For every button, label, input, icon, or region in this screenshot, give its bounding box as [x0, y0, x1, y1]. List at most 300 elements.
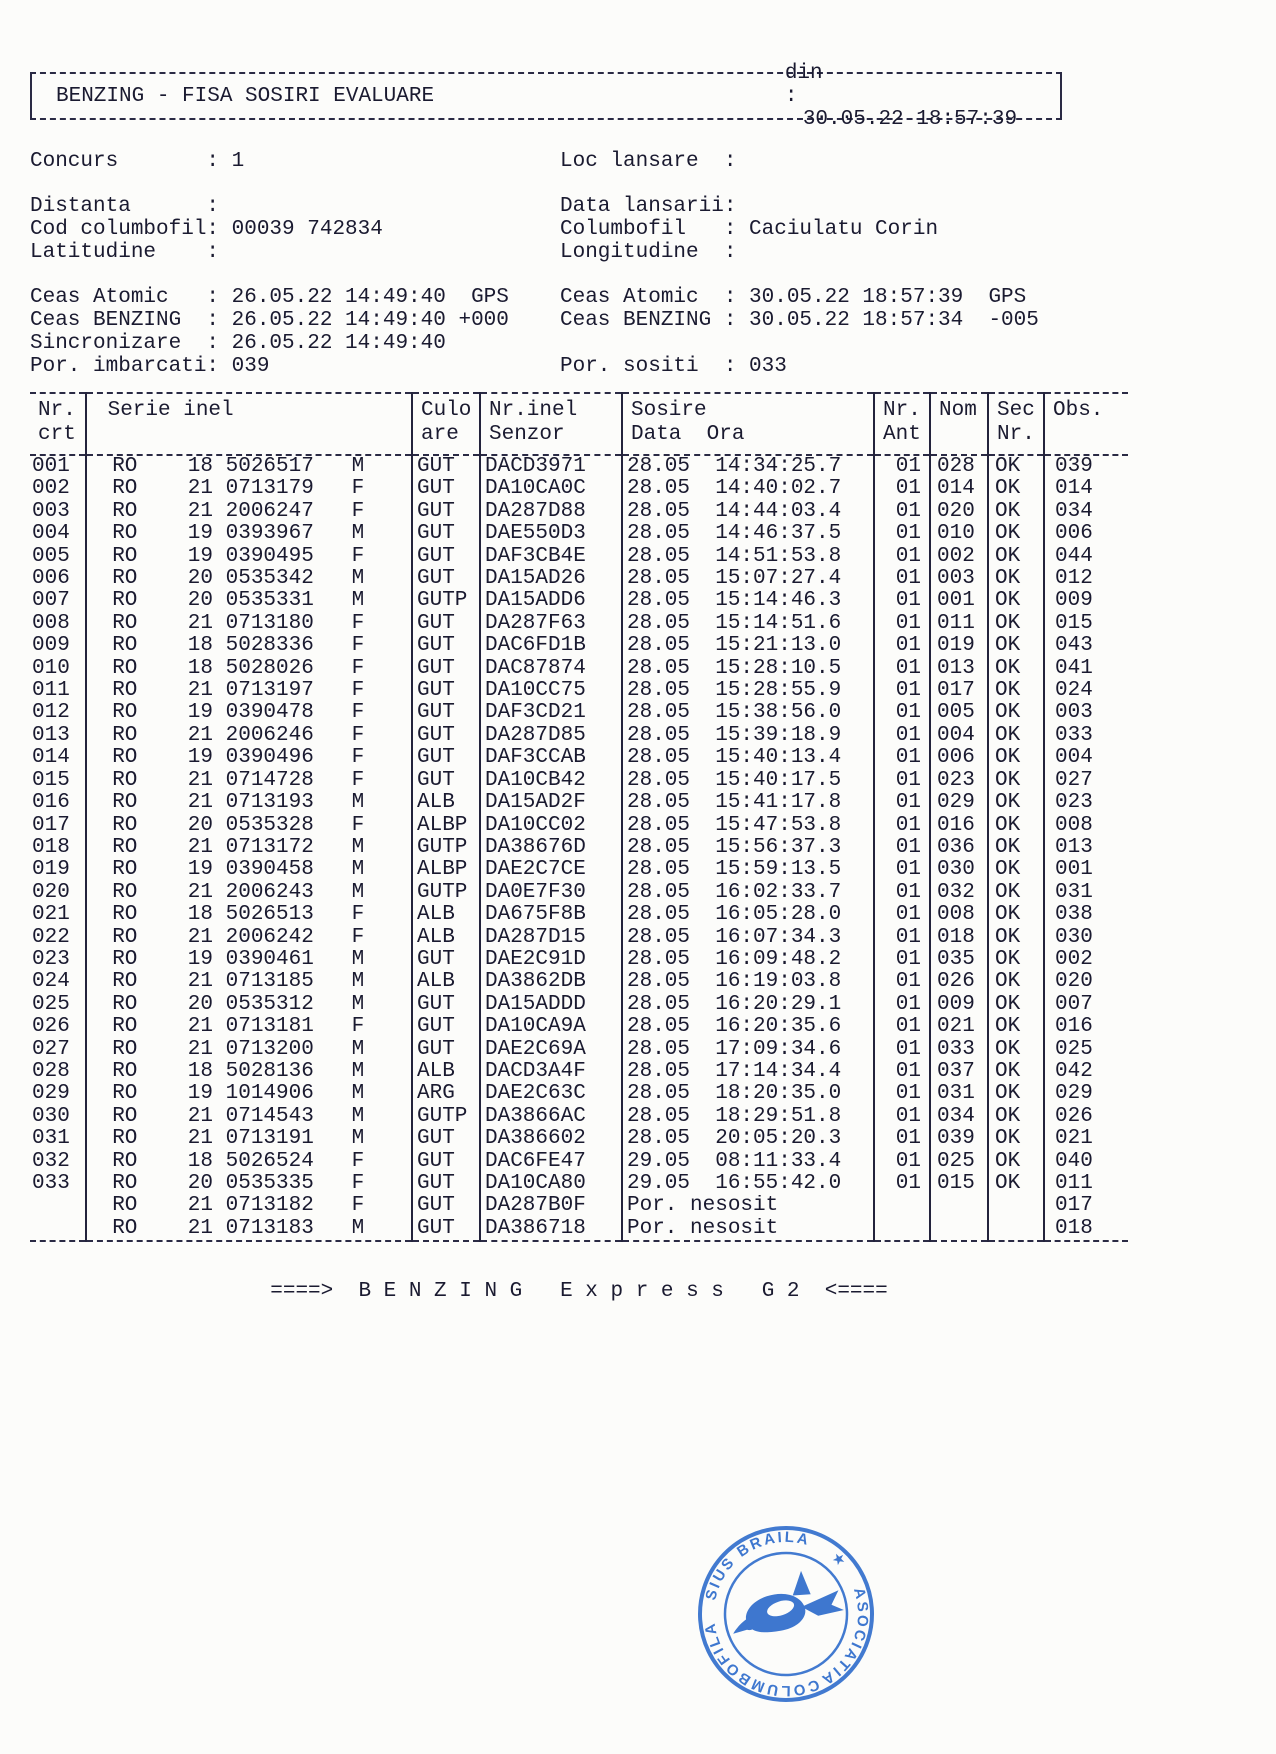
cell-culo: GUT — [412, 725, 480, 747]
cell-sec: OK — [988, 904, 1044, 926]
cell-serie-inel — [86, 792, 412, 814]
cell-senzor: DA38676D — [480, 837, 622, 859]
info-label: Distanta — [30, 195, 131, 218]
cell-obs: 038 — [1055, 904, 1093, 927]
pigeon-sex: F — [351, 500, 365, 523]
pigeon-sex: M — [351, 948, 365, 971]
info-label: Longitudine — [560, 241, 699, 264]
cell-serie-inel — [86, 1151, 412, 1173]
cell-serie-inel — [86, 613, 412, 635]
info-field — [30, 218, 560, 241]
cell-culo: GUT — [412, 455, 480, 478]
ring-year: 21 — [187, 1128, 214, 1151]
cell-sosire — [622, 590, 874, 612]
cell-nr: 029 — [30, 1083, 86, 1105]
pigeon-sex: M — [351, 1217, 365, 1240]
cell-ant: 01 — [874, 792, 930, 814]
cell-obs: 034 — [1055, 500, 1093, 523]
arrival-date: 28.05 — [627, 523, 691, 546]
ring-year: 20 — [187, 590, 214, 613]
arrival-status: Por. nesosit — [627, 1195, 779, 1218]
cell-serie-inel — [86, 971, 412, 993]
cell-ant: 01 — [874, 1083, 930, 1105]
col-header-culo — [412, 393, 480, 455]
arrival-time: 17:09:34.6 — [715, 1038, 842, 1061]
ring-year: 21 — [187, 1038, 214, 1061]
cell-sec: OK — [988, 635, 1044, 657]
info-field — [30, 332, 560, 355]
ring-year: 21 — [187, 724, 214, 747]
arrival-time: 16:02:33.7 — [715, 881, 842, 904]
table-row — [30, 546, 1128, 568]
cell-obs: 012 — [1055, 568, 1093, 591]
cell-sosire — [622, 635, 874, 657]
col-header-line1: Nr. — [38, 399, 76, 422]
cell-obs: 040 — [1055, 1150, 1093, 1173]
arrival-status: Por. nesosit — [627, 1217, 779, 1240]
cell-ant: 01 — [874, 635, 930, 657]
cell-obs: 026 — [1055, 1105, 1093, 1128]
cell-ant: 01 — [874, 747, 930, 769]
cell-senzor: DA386602 — [480, 1128, 622, 1150]
arrival-time: 15:40:13.4 — [715, 747, 842, 770]
info-field — [560, 309, 1160, 332]
header-inner — [32, 61, 1060, 131]
info-colon: : — [723, 218, 737, 241]
ring-number: 2006243 — [225, 881, 314, 904]
pigeon-sex: M — [351, 792, 365, 815]
ring-number: 1014906 — [225, 1083, 314, 1106]
din-value: 30.05.22 18:57:39 — [802, 107, 1018, 131]
cell-sosire — [622, 949, 874, 971]
cell-ant — [874, 1218, 930, 1241]
info-label: Loc lansare — [560, 150, 699, 173]
ring-year: 21 — [187, 500, 214, 523]
page-title: BENZING - FISA SOSIRI EVALUARE — [56, 84, 435, 108]
cell-ant: 01 — [874, 523, 930, 545]
cell-ant: 01 — [874, 770, 930, 792]
cell-serie-inel — [86, 1061, 412, 1083]
table-row — [30, 904, 1128, 926]
arrival-date: 28.05 — [627, 881, 691, 904]
cell-nom: 035 — [930, 949, 988, 971]
cell-ant: 01 — [874, 478, 930, 500]
arrival-time: 15:38:56.0 — [715, 702, 842, 725]
cell-senzor: DAC6FE47 — [480, 1151, 622, 1173]
ring-country: RO — [112, 971, 138, 994]
cell-obs: 009 — [1055, 590, 1093, 613]
info-label: Ceas BENZING — [30, 309, 182, 332]
col-header-serie — [86, 393, 412, 455]
table-row — [30, 613, 1128, 635]
col-header-line1: Sosire — [631, 399, 707, 422]
cell-obs: 001 — [1055, 859, 1093, 882]
cell-nr: 030 — [30, 1106, 86, 1128]
arrival-date: 28.05 — [627, 747, 691, 770]
cell-sosire — [622, 1061, 874, 1083]
arrival-time: 14:34:25.7 — [715, 455, 842, 478]
cell-obs: 006 — [1055, 523, 1093, 546]
pigeon-sex: M — [351, 568, 365, 591]
col-header-ant — [874, 393, 930, 455]
ring-number: 0535335 — [225, 1173, 314, 1195]
table-row — [30, 971, 1128, 993]
col-header-nr — [30, 393, 86, 455]
cell-senzor: DACD3A4F — [480, 1061, 622, 1083]
cell-nom: 019 — [930, 635, 988, 657]
arrival-date: 29.05 — [627, 1173, 691, 1195]
cell-serie-inel — [86, 1083, 412, 1105]
cell-culo: ALB — [412, 1061, 480, 1083]
arrival-date: 28.05 — [627, 478, 691, 501]
cell-obs: 024 — [1055, 680, 1093, 703]
cell-serie-inel — [86, 1128, 412, 1150]
cell-ant — [874, 1195, 930, 1217]
cell-senzor: DA15AD26 — [480, 568, 622, 590]
cell-nom: 026 — [930, 971, 988, 993]
info-colon: : — [723, 241, 737, 264]
arrival-date: 28.05 — [627, 1016, 691, 1039]
ring-number: 2006242 — [225, 926, 314, 949]
ring-country: RO — [112, 478, 138, 501]
pigeon-sex: M — [351, 881, 365, 904]
cell-serie-inel — [86, 590, 412, 612]
cell-nom: 003 — [930, 568, 988, 590]
col-header-obs — [1044, 393, 1128, 455]
arrival-time: 17:14:34.4 — [715, 1060, 842, 1083]
info-colon: : — [206, 309, 220, 332]
cell-culo: GUT — [412, 501, 480, 523]
cell-sec: OK — [988, 478, 1044, 500]
arrival-date: 28.05 — [627, 702, 691, 725]
cell-obs: 018 — [1055, 1217, 1093, 1240]
ring-year: 18 — [187, 1150, 214, 1173]
cell-nr — [30, 1218, 86, 1241]
cell-nr: 020 — [30, 882, 86, 904]
cell-senzor: DAE2C69A — [480, 1039, 622, 1061]
cell-serie-inel — [86, 546, 412, 568]
cell-culo: GUT — [412, 1016, 480, 1038]
arrival-time: 15:41:17.8 — [715, 792, 842, 815]
pigeon-sex: F — [351, 612, 365, 635]
arrival-date: 28.05 — [627, 590, 691, 613]
cell-sec: OK — [988, 971, 1044, 993]
pigeon-sex: F — [351, 926, 365, 949]
cell-ant: 01 — [874, 1151, 930, 1173]
cell-senzor: DA10CC75 — [480, 680, 622, 702]
cell-sec: OK — [988, 747, 1044, 769]
arrival-date: 28.05 — [627, 1038, 691, 1061]
ring-country: RO — [112, 657, 138, 680]
info-field — [560, 241, 1160, 264]
cell-nr: 021 — [30, 904, 86, 926]
cell-sosire — [622, 1083, 874, 1105]
ring-number: 2006246 — [225, 724, 314, 747]
arrival-date: 28.05 — [627, 680, 691, 703]
ring-number: 0713179 — [225, 478, 314, 501]
cell-senzor: DAC87874 — [480, 658, 622, 680]
cell-senzor: DA15ADDD — [480, 994, 622, 1016]
info-label: Ceas BENZING — [560, 309, 712, 332]
ring-country: RO — [112, 993, 138, 1016]
table-row — [30, 455, 1128, 478]
cell-obs: 039 — [1055, 455, 1093, 478]
table-row — [30, 1195, 1128, 1217]
cell-sosire — [622, 837, 874, 859]
cell-senzor: DA10CA80 — [480, 1173, 622, 1195]
ring-year: 19 — [187, 1083, 214, 1106]
cell-sosire — [622, 747, 874, 769]
ring-year: 21 — [187, 971, 214, 994]
cell-nom: 013 — [930, 658, 988, 680]
table-row — [30, 927, 1128, 949]
cell-obs: 033 — [1055, 724, 1093, 747]
cell-nr: 027 — [30, 1039, 86, 1061]
info-field — [30, 195, 560, 218]
cell-culo: ALB — [412, 927, 480, 949]
arrival-time: 16:07:34.3 — [715, 926, 842, 949]
cell-senzor: DACD3971 — [480, 455, 622, 478]
arrival-date: 28.05 — [627, 1105, 691, 1128]
cell-serie-inel — [86, 478, 412, 500]
arrival-date: 28.05 — [627, 545, 691, 568]
cell-nr: 004 — [30, 523, 86, 545]
cell-senzor: DA15ADD6 — [480, 590, 622, 612]
cell-nr: 008 — [30, 613, 86, 635]
pigeon-icon — [729, 1568, 845, 1635]
col-header-line1: Serie inel — [95, 399, 234, 422]
pigeon-sex: F — [351, 769, 365, 792]
arrival-date: 29.05 — [627, 1150, 691, 1173]
cell-obs: 031 — [1055, 881, 1093, 904]
table-row — [30, 859, 1128, 881]
cell-senzor: DA287D85 — [480, 725, 622, 747]
table-row — [30, 590, 1128, 612]
cell-senzor: DAF3CD21 — [480, 702, 622, 724]
ring-number: 0713180 — [225, 612, 314, 635]
cell-serie-inel — [86, 635, 412, 657]
col-header-line2: Senzor — [489, 423, 565, 446]
info-line — [30, 332, 1160, 355]
cell-nom: 036 — [930, 837, 988, 859]
ring-year: 21 — [187, 1217, 214, 1240]
col-header-line1: Nom — [939, 399, 977, 422]
info-value: 00039 742834 — [231, 218, 383, 241]
ring-number: 0535312 — [225, 993, 314, 1016]
pigeon-sex: M — [351, 590, 365, 613]
info-line — [30, 150, 1160, 173]
cell-obs: 043 — [1055, 635, 1093, 658]
arrival-time: 15:28:55.9 — [715, 680, 842, 703]
info-field — [560, 195, 1160, 218]
arrival-time: 16:55:42.0 — [715, 1173, 842, 1195]
cell-senzor: DA3866AC — [480, 1106, 622, 1128]
cell-sosire — [622, 1106, 874, 1128]
cell-nr: 016 — [30, 792, 86, 814]
cell-culo: GUT — [412, 1039, 480, 1061]
info-label: Concurs — [30, 150, 119, 173]
cell-sosire — [622, 613, 874, 635]
pigeon-sex: M — [351, 836, 365, 859]
cell-sosire — [622, 994, 874, 1016]
table-row — [30, 994, 1128, 1016]
col-header-line1: Nr. — [883, 399, 921, 422]
cell-ant: 01 — [874, 568, 930, 590]
arrival-time: 08:11:33.4 — [715, 1150, 842, 1173]
cell-ant: 01 — [874, 837, 930, 859]
cell-culo: GUT — [412, 680, 480, 702]
cell-sec: OK — [988, 1106, 1044, 1128]
cell-sec: OK — [988, 680, 1044, 702]
info-value: Caciulatu Corin — [749, 218, 939, 241]
cell-sec: OK — [988, 546, 1044, 568]
stamp-top-text: SIUS BRAILA — [702, 1528, 813, 1603]
ring-country: RO — [112, 747, 138, 770]
cell-serie-inel — [86, 927, 412, 949]
arrival-date: 28.05 — [627, 971, 691, 994]
info-field — [30, 355, 560, 378]
ring-country: RO — [112, 1195, 138, 1218]
cell-nr: 026 — [30, 1016, 86, 1038]
cell-ant: 01 — [874, 815, 930, 837]
cell-sec: OK — [988, 523, 1044, 545]
cell-sosire — [622, 523, 874, 545]
pigeon-sex: F — [351, 545, 365, 568]
arrival-date: 28.05 — [627, 926, 691, 949]
ring-country: RO — [112, 1217, 138, 1240]
info-colon: : — [723, 150, 737, 173]
cell-nom: 011 — [930, 613, 988, 635]
col-header-line2: Data Ora — [631, 423, 745, 446]
table-row — [30, 1061, 1128, 1083]
cell-culo: GUT — [412, 949, 480, 971]
arrival-date: 28.05 — [627, 568, 691, 591]
cell-nom: 006 — [930, 747, 988, 769]
cell-nr: 015 — [30, 770, 86, 792]
info-value: 26.05.22 14:49:40 — [231, 332, 446, 355]
table-row — [30, 680, 1128, 702]
cell-culo: GUT — [412, 523, 480, 545]
cell-sosire — [622, 658, 874, 680]
cell-sosire — [622, 478, 874, 500]
arrival-time: 15:40:17.5 — [715, 769, 842, 792]
cell-serie-inel — [86, 568, 412, 590]
cell-sosire — [622, 859, 874, 881]
cell-culo: GUT — [412, 994, 480, 1016]
cell-nom: 034 — [930, 1106, 988, 1128]
table-row — [30, 1039, 1128, 1061]
arrival-time: 15:39:18.9 — [715, 724, 842, 747]
cell-ant: 01 — [874, 1061, 930, 1083]
cell-senzor: DA675F8B — [480, 904, 622, 926]
info-line — [30, 286, 1160, 309]
cell-nr: 022 — [30, 927, 86, 949]
info-line — [30, 241, 1160, 264]
cell-serie-inel — [86, 882, 412, 904]
cell-nom: 023 — [930, 770, 988, 792]
cell-sec: OK — [988, 613, 1044, 635]
info-label: Ceas Atomic — [30, 286, 169, 309]
ring-country: RO — [112, 881, 138, 904]
cell-sec: OK — [988, 792, 1044, 814]
ring-year: 19 — [187, 702, 214, 725]
ring-year: 18 — [187, 455, 214, 478]
cell-nom: 020 — [930, 501, 988, 523]
cell-culo: GUT — [412, 613, 480, 635]
cell-nom: 030 — [930, 859, 988, 881]
cell-obs: 015 — [1055, 612, 1093, 635]
info-colon: : — [206, 241, 220, 264]
cell-ant: 01 — [874, 658, 930, 680]
ring-number: 0393967 — [225, 523, 314, 546]
ring-year: 21 — [187, 836, 214, 859]
cell-sec: OK — [988, 994, 1044, 1016]
cell-nom: 001 — [930, 590, 988, 612]
col-header-line1: Nr.inel — [489, 399, 578, 422]
cell-nr: 018 — [30, 837, 86, 859]
ring-number: 0535342 — [225, 568, 314, 591]
pigeon-sex: M — [351, 1083, 365, 1106]
cell-sec: OK — [988, 590, 1044, 612]
pigeon-sex: F — [351, 478, 365, 501]
ring-number: 2006247 — [225, 500, 314, 523]
ring-number: 5028336 — [225, 635, 314, 658]
cell-obs: 042 — [1055, 1060, 1093, 1083]
ring-country: RO — [112, 1038, 138, 1061]
ring-country: RO — [112, 590, 138, 613]
info-value: 30.05.22 18:57:34 -005 — [749, 309, 1039, 332]
cell-culo: GUT — [412, 546, 480, 568]
cell-nr: 006 — [30, 568, 86, 590]
ring-year: 21 — [187, 881, 214, 904]
cell-ant: 01 — [874, 1039, 930, 1061]
info-colon: : — [723, 286, 737, 309]
cell-sec: OK — [988, 927, 1044, 949]
cell-senzor: DA0E7F30 — [480, 882, 622, 904]
ring-year: 21 — [187, 769, 214, 792]
col-header-senzor — [480, 393, 622, 455]
cell-nom: 004 — [930, 725, 988, 747]
cell-sec: OK — [988, 1039, 1044, 1061]
table-row — [30, 568, 1128, 590]
pigeon-sex: F — [351, 1195, 365, 1218]
arrival-time: 14:46:37.5 — [715, 523, 842, 546]
arrival-time: 15:59:13.5 — [715, 859, 842, 882]
cell-sosire — [622, 1173, 874, 1195]
cell-sosire — [622, 1039, 874, 1061]
cell-culo: GUT — [412, 1128, 480, 1150]
cell-culo: ALBP — [412, 859, 480, 881]
table-row — [30, 815, 1128, 837]
cell-ant: 01 — [874, 971, 930, 993]
cell-nom: 010 — [930, 523, 988, 545]
cell-nom: 002 — [930, 546, 988, 568]
info-label: Por. imbarcati — [30, 355, 207, 378]
ring-country: RO — [112, 792, 138, 815]
ring-country: RO — [112, 568, 138, 591]
col-header-nom — [930, 393, 988, 455]
cell-serie-inel — [86, 949, 412, 971]
cell-ant: 01 — [874, 546, 930, 568]
din-label: din — [784, 61, 823, 85]
cell-sosire — [622, 1151, 874, 1173]
ring-number: 0714543 — [225, 1105, 314, 1128]
ring-year: 21 — [187, 612, 214, 635]
info-field — [560, 218, 1160, 241]
cell-sec: OK — [988, 501, 1044, 523]
pigeon-sex: F — [351, 657, 365, 680]
info-value: 1 — [231, 150, 245, 173]
